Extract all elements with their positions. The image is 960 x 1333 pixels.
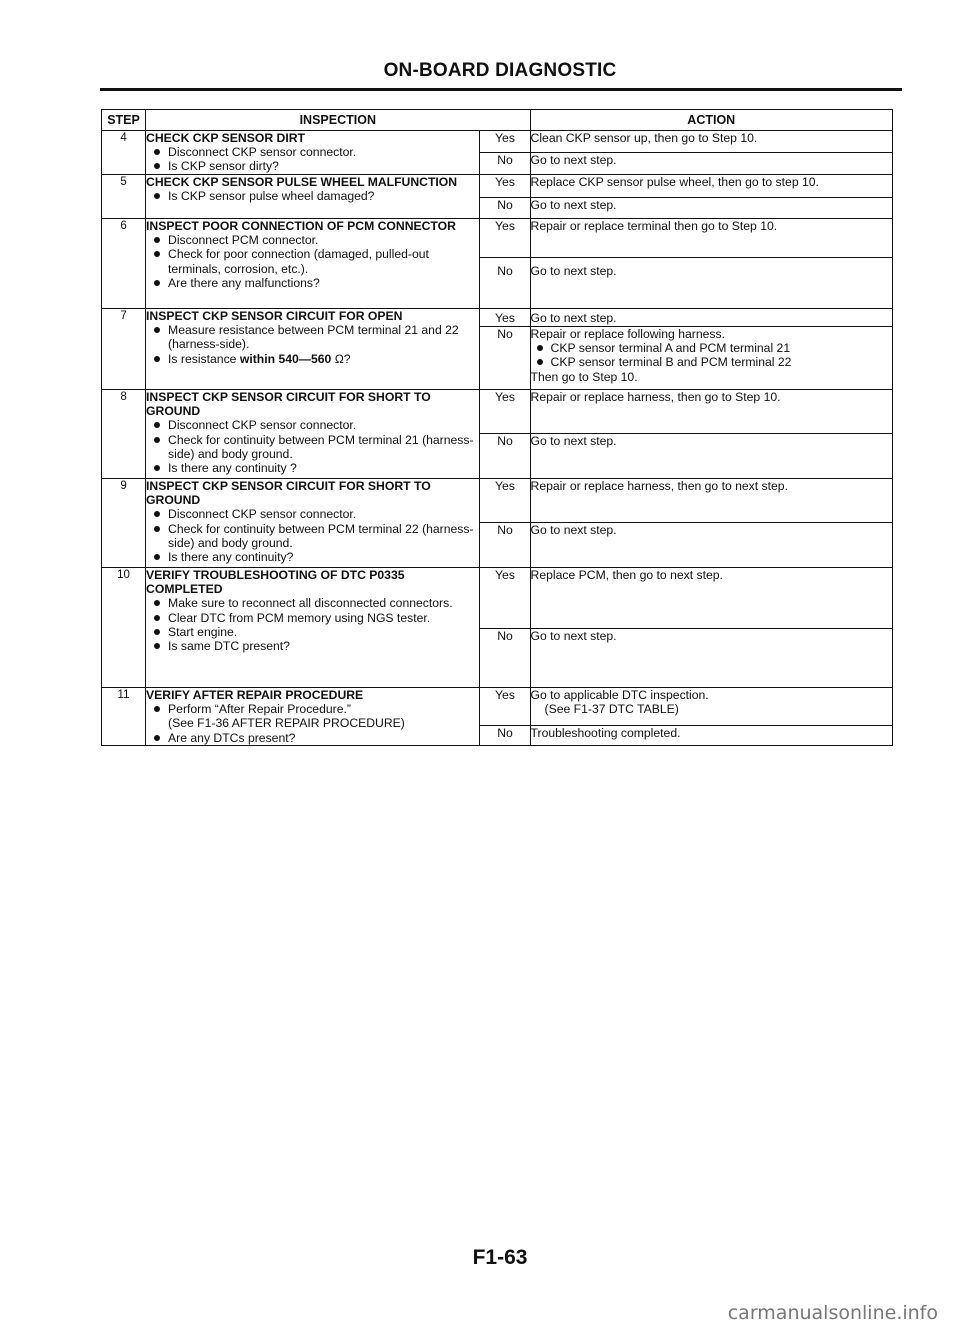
- inspection-bullets: [146, 731, 479, 745]
- inspection-bullets: [146, 702, 479, 716]
- yes-label: Yes: [480, 175, 530, 198]
- no-action: Go to next step.: [530, 153, 892, 175]
- inspection-bullets: [146, 189, 479, 203]
- yes-action: Replace PCM, then go to next step.: [530, 568, 892, 629]
- bullet-item: Start engine.: [146, 625, 479, 639]
- no-label: No: [480, 629, 530, 688]
- no-action-cell: [530, 327, 892, 390]
- yes-label: Yes: [480, 479, 530, 523]
- inspection-cell: [146, 568, 480, 688]
- step-number: 4: [102, 131, 146, 175]
- bullet-item: CKP sensor terminal A and PCM terminal 21: [531, 341, 892, 355]
- yes-label: Yes: [480, 219, 530, 258]
- no-action: Go to next step.: [530, 434, 892, 479]
- step-number: 9: [102, 479, 146, 568]
- table-row: [102, 688, 893, 726]
- resistance-suffix: Ω?: [331, 351, 351, 366]
- no-label: No: [480, 198, 530, 219]
- yes-action: Repair or replace harness, then go to Step 10.: [530, 390, 892, 434]
- inspection-cell: [146, 131, 480, 175]
- no-action-after: Then go to Step 10.: [530, 369, 638, 384]
- page-header: ON-BOARD DIAGNOSTIC: [383, 60, 617, 81]
- step-number: 10: [102, 568, 146, 688]
- table-row: [102, 568, 893, 629]
- bullet-item: Disconnect CKP sensor connector.: [146, 418, 479, 432]
- no-label: No: [480, 258, 530, 309]
- inspection-title: VERIFY TROUBLESHOOTING OF DTC P0335 COMPLETED: [146, 568, 405, 597]
- bullet-item: Is CKP sensor dirty?: [146, 159, 479, 173]
- bullet-item: Are any DTCs present?: [146, 731, 479, 745]
- bullet-item: Disconnect PCM connector.: [146, 233, 479, 247]
- diagnostic-table: [101, 109, 893, 746]
- bullet-item: Disconnect CKP sensor connector.: [146, 145, 479, 159]
- step-number: 5: [102, 175, 146, 219]
- step-number: 8: [102, 390, 146, 479]
- step-number: 7: [102, 309, 146, 390]
- inspection-title: VERIFY AFTER REPAIR PROCEDURE: [146, 688, 364, 702]
- inspection-title: INSPECT CKP SENSOR CIRCUIT FOR SHORT TO GROUND: [146, 390, 431, 419]
- bullet-item: Check for continuity between PCM terminal 22 (harness-side) and body ground.: [146, 522, 479, 550]
- header-inspection: INSPECTION: [146, 110, 530, 131]
- yes-action: Go to next step.: [530, 309, 892, 327]
- yes-label: Yes: [480, 309, 530, 327]
- yes-action: Repair or replace terminal then go to Step 10.: [530, 219, 892, 258]
- bullet-item: Measure resistance between PCM terminal 21 and 22 (harness-side).: [146, 323, 479, 351]
- yes-action: Clean CKP sensor up, then go to Step 10.: [530, 131, 892, 153]
- yes-action-cell: [530, 688, 892, 726]
- inspection-cell: [146, 309, 480, 390]
- inspection-bullets: [146, 507, 479, 564]
- yes-label: Yes: [480, 390, 530, 434]
- no-label: No: [480, 523, 530, 568]
- header-rule: [100, 88, 902, 91]
- yes-label: Yes: [480, 568, 530, 629]
- header-action: ACTION: [530, 110, 892, 131]
- header-step: STEP: [102, 110, 146, 131]
- no-label: No: [480, 434, 530, 479]
- inspection-title: INSPECT CKP SENSOR CIRCUIT FOR SHORT TO GROUND: [146, 479, 431, 508]
- bullet-item: [146, 352, 479, 366]
- yes-action: Repair or replace harness, then go to next step.: [530, 479, 892, 523]
- yes-action: Replace CKP sensor pulse wheel, then go to step 10.: [530, 175, 892, 198]
- inspection-title: CHECK CKP SENSOR DIRT: [146, 131, 305, 145]
- action-bullets: [531, 341, 892, 369]
- yes-action: Go to applicable DTC inspection.: [530, 688, 709, 702]
- bullet-item: Clear DTC from PCM memory using NGS tester.: [146, 611, 479, 625]
- no-action: Go to next step.: [530, 629, 892, 688]
- inspection-bullets: [146, 323, 479, 366]
- bullet-item: Check for poor connection (damaged, pulled-out terminals, corrosion, etc.).: [146, 247, 479, 275]
- inspection-title: INSPECT CKP SENSOR CIRCUIT FOR OPEN: [146, 309, 403, 323]
- table-row: [102, 219, 893, 258]
- inspection-cell: [146, 390, 480, 479]
- yes-label: Yes: [480, 688, 530, 726]
- inspection-note: (See F1-36 AFTER REPAIR PROCEDURE): [168, 716, 405, 731]
- inspection-bullets: [146, 596, 479, 653]
- table-row: [102, 309, 893, 327]
- table-row: [102, 175, 893, 198]
- resistance-value: within 540—560: [239, 351, 332, 366]
- bullet-item: Are there any malfunctions?: [146, 276, 479, 290]
- yes-label: Yes: [480, 131, 530, 153]
- bullet-item: Disconnect CKP sensor connector.: [146, 507, 479, 521]
- step-number: 6: [102, 219, 146, 309]
- bullet-item: CKP sensor terminal B and PCM terminal 22: [531, 355, 892, 369]
- no-label: No: [480, 327, 530, 390]
- table-row: [102, 131, 893, 153]
- inspection-title: CHECK CKP SENSOR PULSE WHEEL MALFUNCTION: [146, 175, 458, 189]
- resistance-prefix: Is resistance: [168, 351, 240, 366]
- inspection-cell: [146, 175, 480, 219]
- no-label: No: [480, 725, 530, 745]
- table-row: [102, 390, 893, 434]
- table-header-row: [102, 110, 893, 131]
- inspection-bullets: [146, 233, 479, 290]
- no-action: Go to next step.: [530, 258, 892, 309]
- watermark: carmanualsonline.info: [727, 1302, 938, 1324]
- bullet-item: Check for continuity between PCM terminal 21 (harness-side) and body ground.: [146, 433, 479, 461]
- bullet-item: Is there any continuity ?: [146, 461, 479, 475]
- inspection-bullets: [146, 145, 479, 173]
- bullet-item: Is CKP sensor pulse wheel damaged?: [146, 189, 479, 203]
- inspection-cell: [146, 688, 480, 746]
- inspection-bullets: [146, 418, 479, 475]
- bullet-item: Perform “After Repair Procedure.”: [146, 702, 479, 716]
- yes-action-note: (See F1-37 DTC TABLE): [544, 702, 679, 717]
- inspection-cell: [146, 479, 480, 568]
- inspection-title: INSPECT POOR CONNECTION OF PCM CONNECTOR: [146, 219, 456, 233]
- table-row: [102, 479, 893, 523]
- no-action: Go to next step.: [530, 523, 892, 568]
- page-number: F1-63: [472, 1246, 528, 1269]
- bullet-item: Is there any continuity?: [146, 550, 479, 564]
- no-action: Repair or replace following harness.: [530, 327, 725, 341]
- inspection-cell: [146, 219, 480, 309]
- bullet-item: Is same DTC present?: [146, 639, 479, 653]
- step-number: 11: [102, 688, 146, 746]
- no-action: Troubleshooting completed.: [530, 725, 892, 745]
- no-label: No: [480, 153, 530, 175]
- bullet-item: Make sure to reconnect all disconnected connectors.: [146, 596, 479, 610]
- no-action: Go to next step.: [530, 198, 892, 219]
